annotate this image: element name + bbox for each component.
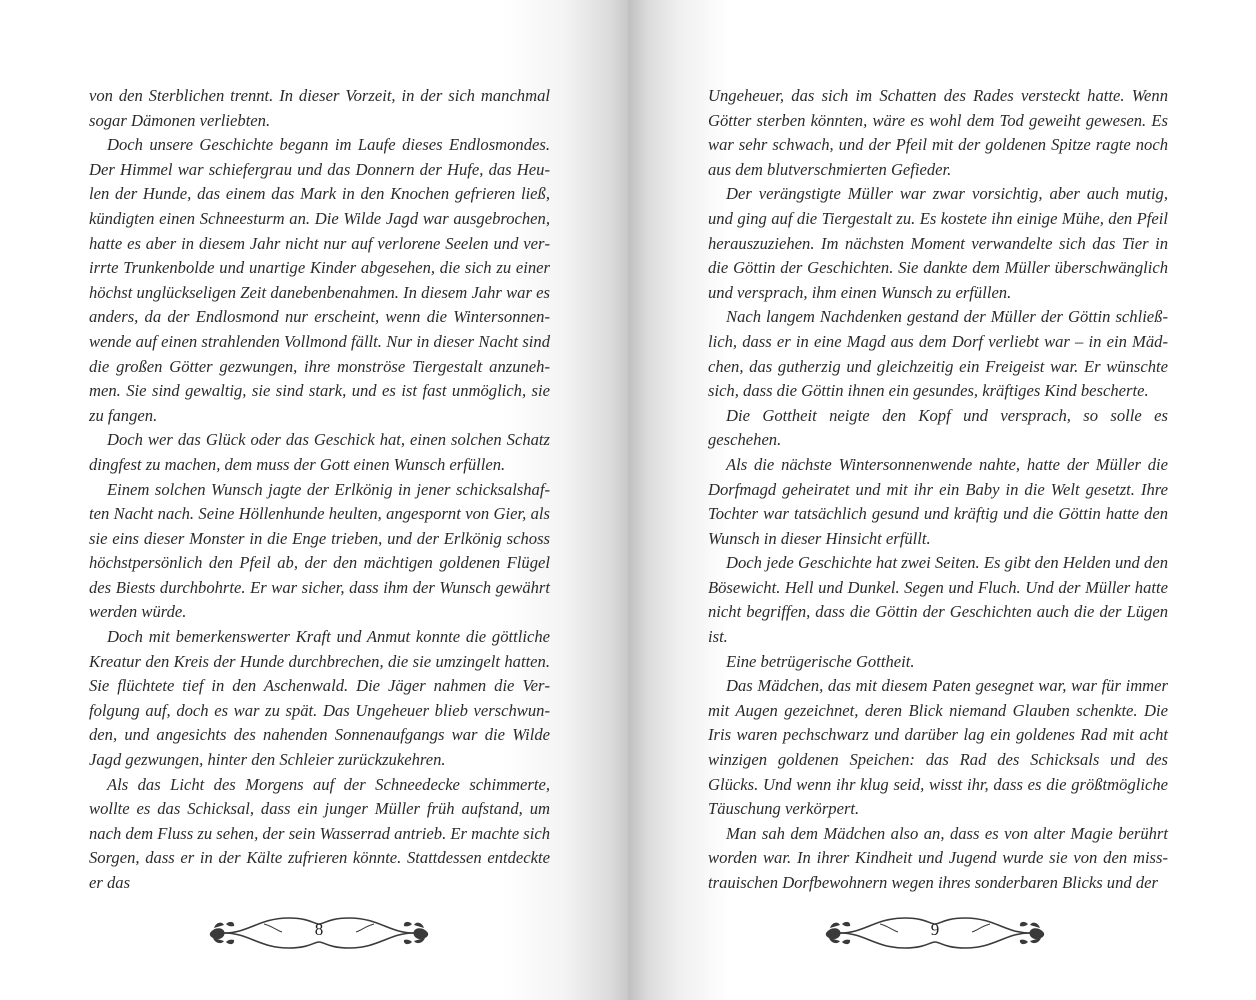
left-page-text: [89, 84, 550, 896]
page-footer-ornament: [204, 910, 434, 956]
paragraph: Man sah dem Mädchen also an, dass es von alter Magie berührt worden war. In ihrer Kindheit und Jugend wurde sie von den misstrauischen Dorfbewohnern wegen ihres sonderbaren Blicks und der: [708, 823, 1168, 892]
paragraph: Nach langem Nachdenken gestand der Müller der Göttin schließlich, dass er in eine Magd aus dem Dorf verliebt war – in ein Mädchen, das gutherzig und gleichzeitig ein Freigeist war. Er wünschte sich, dass die Göttin ihnen ein gesundes, kräftiges Kind bescherte.: [708, 307, 1168, 401]
paragraph: Doch wer das Glück oder das Geschick hat, einen solchen Schatz dingfest zu machen, dem muss der Gott einen Wunsch erfüllen.: [89, 430, 550, 474]
paragraph: Einem solchen Wunsch jagte der Erlkönig in jener schicksalshaften Nacht nach. Seine Höllenhunde heulten, angespornt von Gier, als sie eins dieser Monster in die Enge trieben, und der Erlkönig schoss höchstpersönlich den Pfeil ab, der den mächtigen goldenen Flügel des Biests durchbohrte. Er war sicher, dass ihm der Wunsch gewährt werden würde.: [89, 479, 550, 622]
paragraph: Doch unsere Geschichte begann im Laufe dieses Endlosmondes. Der Himmel war schiefergrau und das Donnern der Hufe, das Heulen der Hunde, das einem das Mark in den Knochen gefrieren ließ, kündigten einen Schneesturm an. Die Wilde Jagd war ausgebrochen, hatte es aber in diesem Jahr nicht nur auf verlorene Seelen und verirrte Trunkenbolde und unartige Kinder abgesehen, die sich zu einer höchst unglückseligen Zeit danebenbenahmen. In diesem Jahr war es anders, da der Endlosmond nur erscheint, wenn die Wintersonnenwende auf einen strahlenden Vollmond fällt. Nur in dieser Nacht sind die großen Götter gezwungen, ihre monströse Tiergestalt anzunehmen. Sie sind gewaltig, sie sind stark, und es ist fast unmöglich, sie zu fangen.: [89, 135, 550, 425]
paragraph: von den Sterblichen trennt. In dieser Vorzeit, in der sich manchmal sogar Dämonen verliebten.: [89, 86, 550, 130]
right-page: [628, 0, 1256, 1000]
paragraph: Die Gottheit neigte den Kopf und versprach, so solle es geschehen.: [708, 405, 1168, 450]
paragraph: Eine betrügerische Gottheit.: [726, 651, 915, 671]
paragraph: Der verängstigte Müller war zwar vorsichtig, aber auch mutig, und ging auf die Tiergestalt zu. Es kostete ihn einige Mühe, den Pfeil herauszuziehen. Im nächsten Moment verwandelte sich das Tier in die Göttin der Geschichten. Sie dankte dem Müller überschwänglich und versprach, ihm einen Wunsch zu erfüllen.: [708, 184, 1168, 302]
paragraph: Doch jede Geschichte hat zwei Seiten. Es gibt den Helden und den Bösewicht. Hell und Dunkel. Segen und Fluch. Und der Müller hatte nicht begriffen, dass die Göttin der Geschichten auch die der Lügen ist.: [708, 553, 1168, 647]
right-page-text: [708, 84, 1168, 896]
paragraph: Das Mädchen, das mit diesem Paten gesegnet war, war für immer mit Augen gezeichnet, deren Blick niemand Glauben schenkte. Die Iris waren pechschwarz und darüber lag ein goldenes Rad mit acht winzigen goldenen Speichen: das Rad des Schicksals und des Glücks. Und wenn ihr klug seid, wisst ihr, dass es die größtmögliche Täuschung verkörpert.: [708, 676, 1168, 819]
page-number: 8: [314, 920, 324, 939]
paragraph: Als das Licht des Morgens auf der Schneedecke schimmerte, wollte es das Schicksal, dass ein junger Müller früh aufstand, um nach dem Fluss zu sehen, der sein Wasserrad antrieb. Er machte sich Sorgen, dass er in der Kälte zufrieren könnte. Stattdessen entdeckte er das: [89, 774, 550, 892]
page-number: 9: [930, 920, 940, 939]
page-footer-ornament: [820, 910, 1050, 956]
paragraph: Doch mit bemerkenswerter Kraft und Anmut konnte die göttliche Kreatur den Kreis der Hunde durchbrechen, die sie umzingelt hatten. Sie flüchtete tief in den Aschenwald. Die Jäger nahmen die Verfolgung auf, doch es war zu spät. Das Ungeheuer blieb verschwunden, und angesichts des nahenden Sonnenaufgangs war die Wilde Jagd gezwungen, hinter den Schleier zurückzukehren.: [89, 627, 550, 770]
paragraph: Als die nächste Wintersonnenwende nahte, hatte der Müller die Dorfmagd geheiratet und mit ihr ein Baby in die Welt gesetzt. Ihre Tochter war tatsächlich gesund und kräftig und die Göttin hatte den Wunsch in dieser Hinsicht erfüllt.: [708, 454, 1168, 548]
paragraph: Ungeheuer, das sich im Schatten des Rades versteckt hatte. Wenn Götter sterben könnten, wäre es wohl dem Tod geweiht gewesen. Es war sehr schwach, und der Pfeil mit der goldenen Spitze ragte noch aus dem blutverschmierten Gefieder.: [708, 86, 1168, 179]
